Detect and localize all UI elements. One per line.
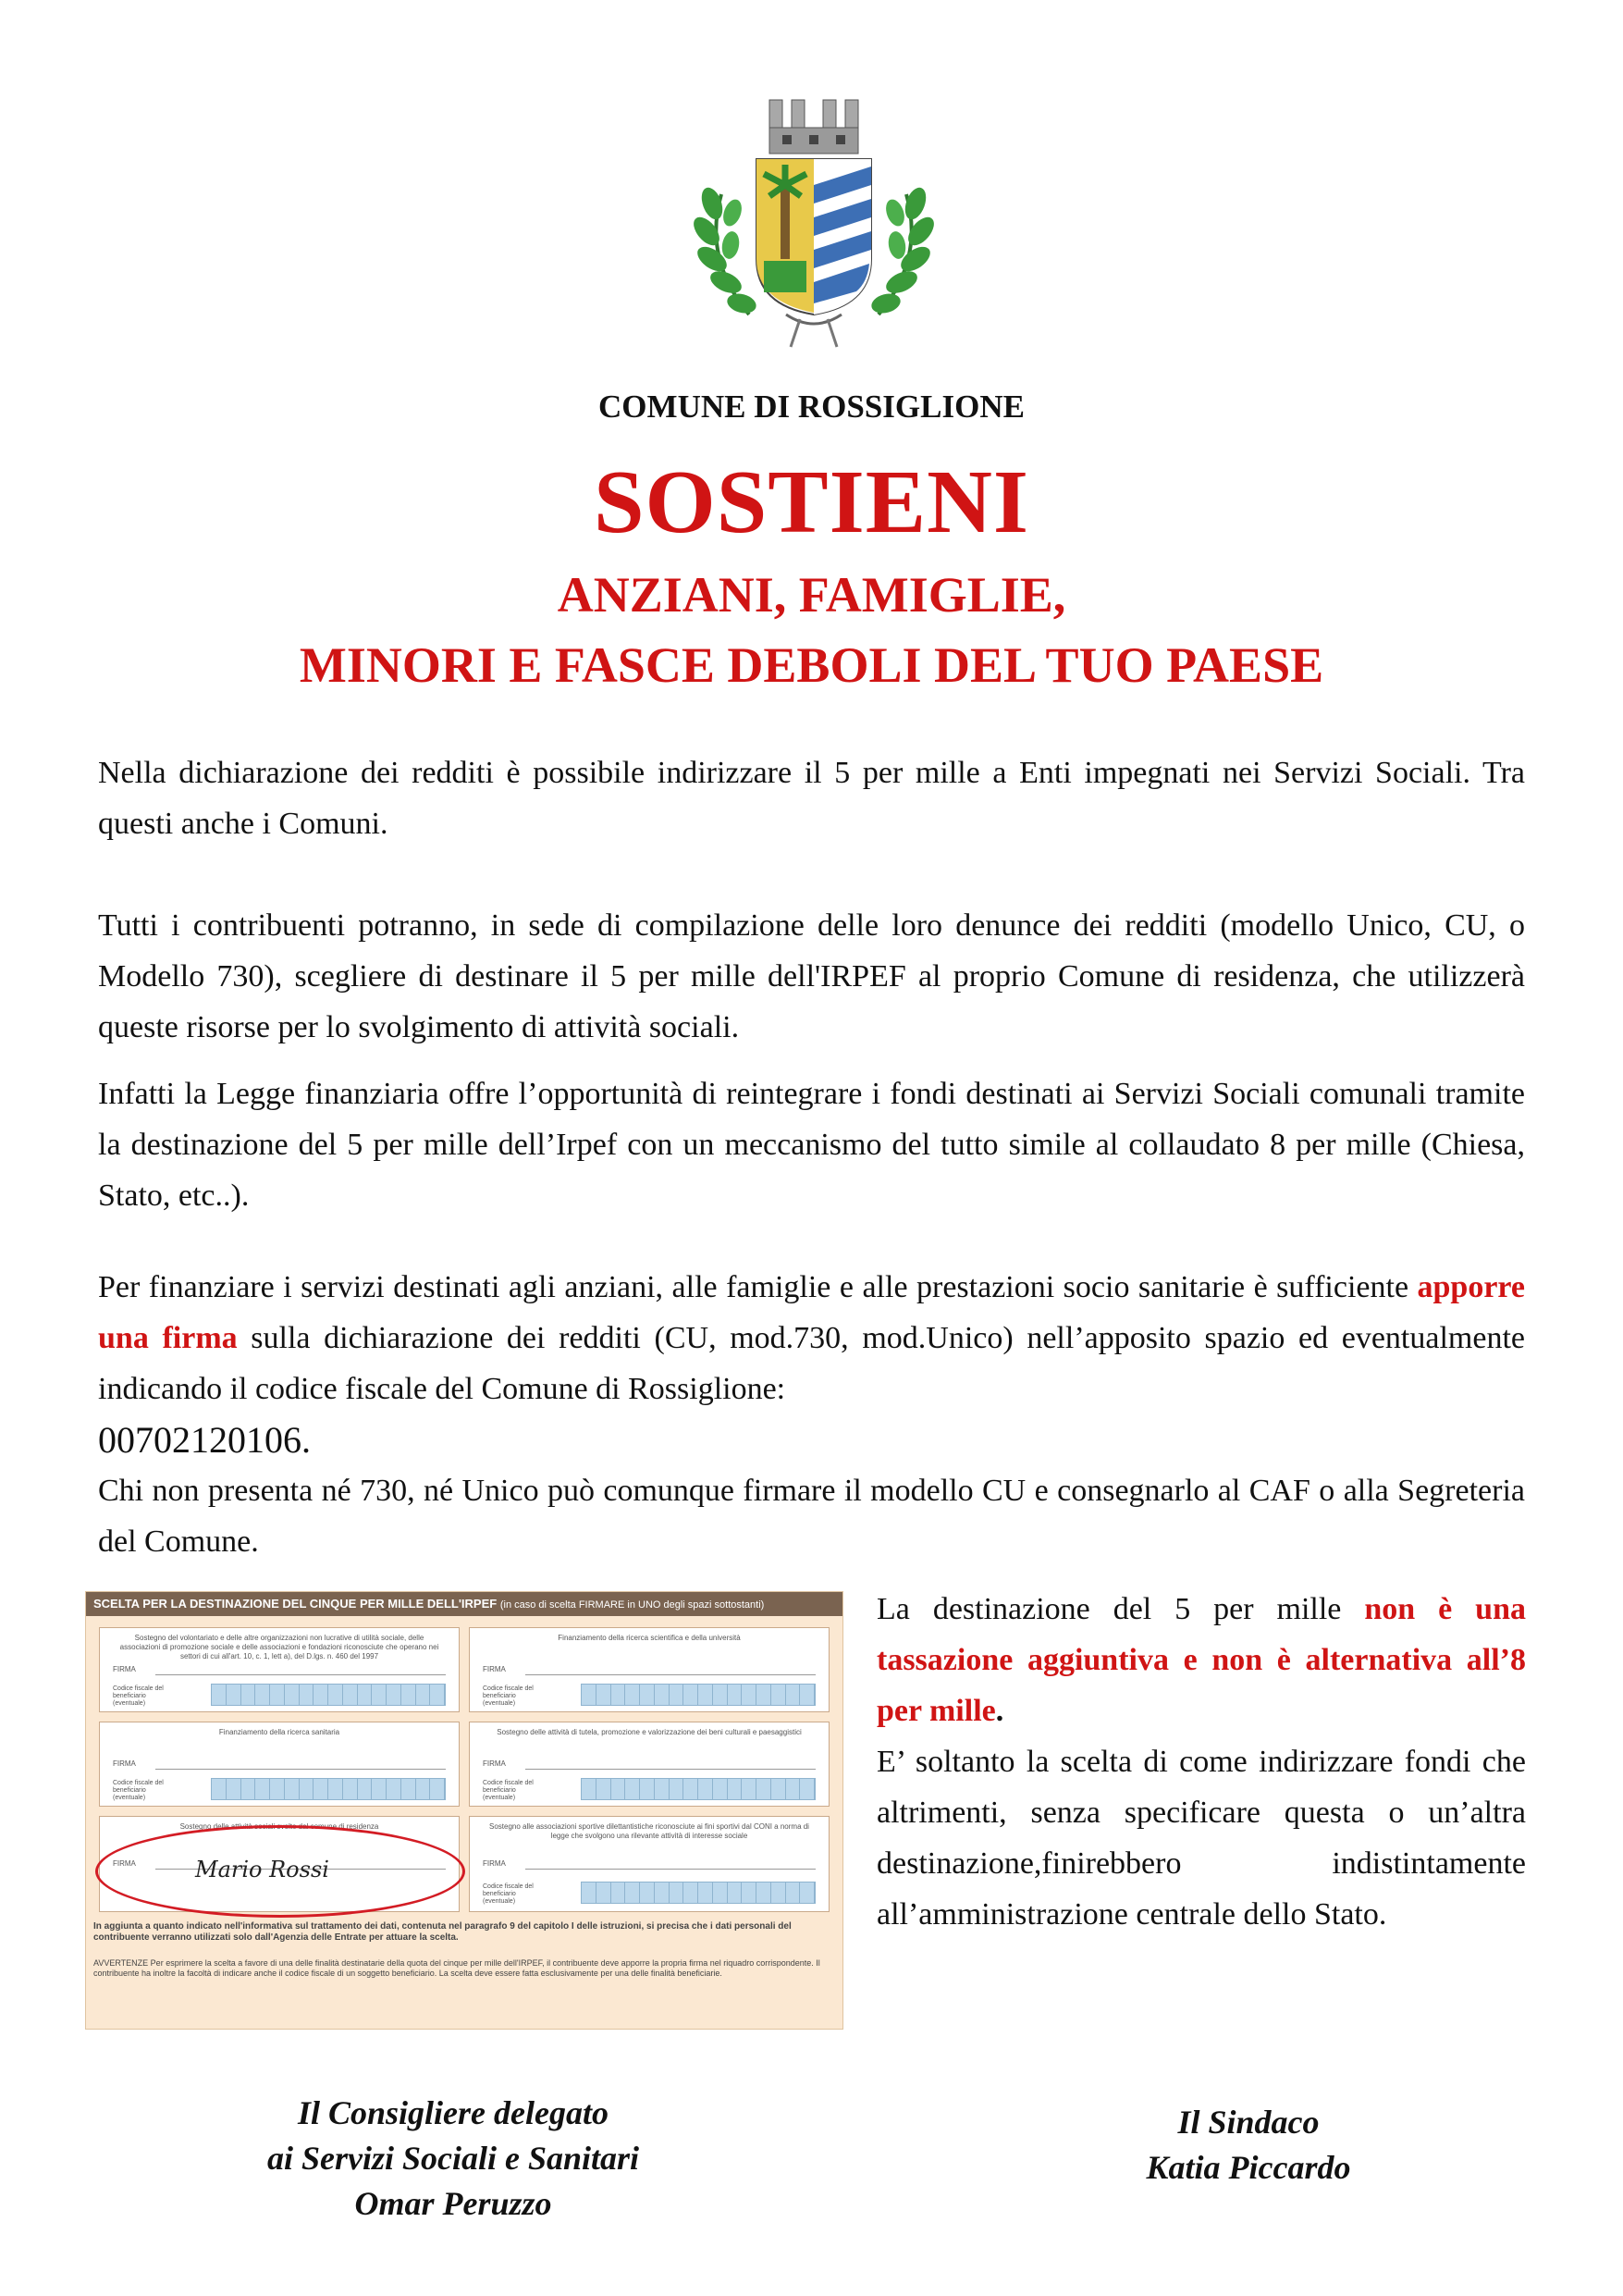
firma-label: FIRMA — [113, 1665, 136, 1673]
firma-label: FIRMA — [483, 1759, 506, 1768]
form-header-note: (in caso di scelta FIRMARE in UNO degli spazi sottostanti) — [499, 1599, 765, 1611]
form-cell-beni-culturali — [469, 1722, 830, 1807]
form-cell-title: Finanziamento della ricerca sanitaria — [218, 1728, 340, 1736]
form-header-title: SCELTA PER LA DESTINAZIONE DEL CINQUE PER MILLE DELL'IRPEF — [93, 1597, 498, 1611]
consigliere-role: Il Consigliere delegato — [298, 2094, 609, 2131]
side-lead: La destinazione del 5 per mille — [877, 1592, 1365, 1626]
cf-boxes — [581, 1778, 816, 1800]
side-highlight: non è una tassazione aggiuntiva e non è alternativa all’8 per mille — [877, 1592, 1526, 1728]
subtitle-line-1: ANZIANI, FAMIGLIE, — [557, 567, 1066, 623]
signature-consigliere — [166, 2091, 740, 2227]
form-cell-associazioni-sportive — [469, 1816, 830, 1912]
firma-line — [155, 1674, 446, 1675]
side-paragraph-2: E’ soltanto la scelta di come indirizzare fondi che altrimenti, senza specificare questa o un’altra destinazione,finirebbero indistintamente all’amministrazione centrale dello Stato. — [877, 1745, 1526, 1932]
form-cell-title: Finanziamento della ricerca scientifica e della università — [558, 1634, 741, 1642]
consigliere-name: Omar Peruzzo — [354, 2185, 552, 2222]
subtitle-line-2: MINORI E FASCE DEBOLI DEL TUO PAESE — [299, 637, 1324, 693]
codice-fiscale: 00702120106. — [98, 1419, 311, 1461]
cf-label: Codice fiscale del beneficiario (eventuale) — [483, 1685, 534, 1707]
tax-form-sample — [85, 1591, 843, 2030]
law-paragraph — [98, 1068, 1525, 1221]
paragraph-4-start: Per finanziare i servizi destinati agli anziani, alle famiglie e alle prestazioni socio sanitarie è sufficiente — [98, 1270, 1418, 1304]
form-cell-volontariato — [99, 1627, 460, 1712]
firma-line — [525, 1869, 816, 1870]
comune-name: COMUNE DI ROSSIGLIONE — [598, 389, 1025, 425]
paragraph-4 — [98, 1262, 1525, 1414]
cf-label: Codice fiscale del beneficiario (eventuale) — [483, 1883, 534, 1905]
paragraph-2: Tutti i contribuenti potranno, in sede di compilazione delle loro denunce dei redditi (modello Unico, CU, o Modello 730), scegliere di destinare il 5 per mille dell'IRPEF al proprio Comune di residenza, che utilizzerà queste risorse per lo svolgimento di attività sociali. — [98, 908, 1525, 1044]
paragraph-5: Chi non presenta né 730, né Unico può comunque firmare il modello CU e consegnarlo al CAF o alla Segreteria del Comune. — [98, 1474, 1525, 1559]
form-cell-title: Sostegno delle attività di tutela, promozione e valorizzazione dei beni culturali e paesaggistici — [497, 1728, 802, 1736]
side-paragraph — [877, 1584, 1526, 1940]
side-paragraph-1 — [877, 1584, 1526, 1736]
signature-sindaco — [1036, 2100, 1461, 2191]
consigliere-department: ai Servizi Sociali e Sanitari — [266, 2140, 640, 2177]
form-cell-ricerca-scientifica — [469, 1627, 830, 1712]
sindaco-role: Il Sindaco — [1177, 2104, 1320, 2141]
firma-label: FIRMA — [483, 1859, 506, 1868]
paragraph-1: Nella dichiarazione dei redditi è possibile indirizzare il 5 per mille a Enti impegnati nei Servizi Sociali. Tra questi anche i Comuni. — [98, 756, 1525, 841]
cf-boxes — [581, 1684, 816, 1706]
highlight-apporre-firma: apporre una firma — [98, 1270, 1525, 1355]
cf-boxes — [581, 1882, 816, 1904]
sindaco-name: Katia Piccardo — [1146, 2149, 1351, 2186]
firma-line — [525, 1769, 816, 1770]
firma-line — [525, 1674, 816, 1675]
cf-label: Codice fiscale del beneficiario (eventuale) — [113, 1685, 164, 1707]
form-warning: AVVERTENZE Per esprimere la scelta a favore di una delle finalità destinatarie della quota del cinque per mille dell'IRPEF, il contribuente deve apporre la propria firma nel riquadro corrispondente. Il contribuente ha inoltre la facoltà di indicare anche il codice fiscale di un soggetto beneficiario. La scelta deve essere fatta esclusivamente per una delle finalità beneficiarie. — [93, 1958, 820, 1978]
form-cell-title: Sostegno alle associazioni sportive dilettantistiche riconosciute ai fini sportivi dal CONI a norma di legge che svolgono una rilevante attività di interesse sociale — [489, 1822, 809, 1840]
firma-label: FIRMA — [113, 1859, 136, 1868]
form-cell-ricerca-sanitaria — [99, 1722, 460, 1807]
paragraph-3: Infatti la Legge finanziaria offre l’opportunità di reintegrare i fondi destinati ai Servizi Sociali comunali tramite la destinazione del 5 per mille dell’Irpef con un meccanismo del tutto simile al collaudato 8 per mille (Chiesa, Stato, etc..). — [98, 1077, 1525, 1213]
laurel-right-icon — [869, 185, 939, 316]
form-header — [86, 1592, 842, 1616]
page-title: SOSTIENI — [593, 452, 1029, 552]
sample-signature: Mario Rossi — [195, 1857, 329, 1882]
crown-icon — [769, 100, 858, 154]
municipal-crest-logo — [684, 93, 943, 370]
firma-label: FIRMA — [113, 1759, 136, 1768]
form-cell-title: Sostegno del volontariato e delle altre organizzazioni non lucrative di utilità sociale, delle associazioni di promozione sociale e delle associazioni e fondazioni riconosciute che operano nei settori di cui all'art. 10, c. 1, lett a), del D.lgs. n. 460 del 1997 — [119, 1634, 439, 1660]
cf-label: Codice fiscale del beneficiario (eventuale) — [483, 1780, 534, 1801]
paragraph-4-end: sulla dichiarazione dei redditi (CU, mod.730, mod.Unico) nell’apposito spazio ed eventualmente indicando il codice fiscale del Comune di Rossiglione: — [98, 1321, 1525, 1406]
intro-paragraph — [98, 747, 1525, 849]
signature-instructions — [98, 1262, 1525, 1567]
laurel-left-icon — [689, 185, 758, 316]
cf-boxes — [211, 1778, 446, 1800]
side-period: . — [995, 1694, 1004, 1728]
cf-boxes — [211, 1684, 446, 1706]
shield-icon — [756, 159, 871, 315]
cf-label: Codice fiscale del beneficiario (eventuale) — [113, 1780, 164, 1801]
firma-label: FIRMA — [483, 1665, 506, 1673]
firma-line — [155, 1769, 446, 1770]
form-privacy-note: In aggiunta a quanto indicato nell'informativa sul trattamento dei dati, contenuta nel paragrafo 9 del capitolo I delle istruzioni, si precisa che i dati personali del contribuente verranno utilizzati solo dall'Agenzia delle Entrate per attuare la scelta. — [93, 1921, 792, 1943]
contributors-paragraph — [98, 900, 1525, 1053]
form-cell-title: Sostegno delle attività sociali svolte dal comune di residenza — [179, 1822, 379, 1831]
